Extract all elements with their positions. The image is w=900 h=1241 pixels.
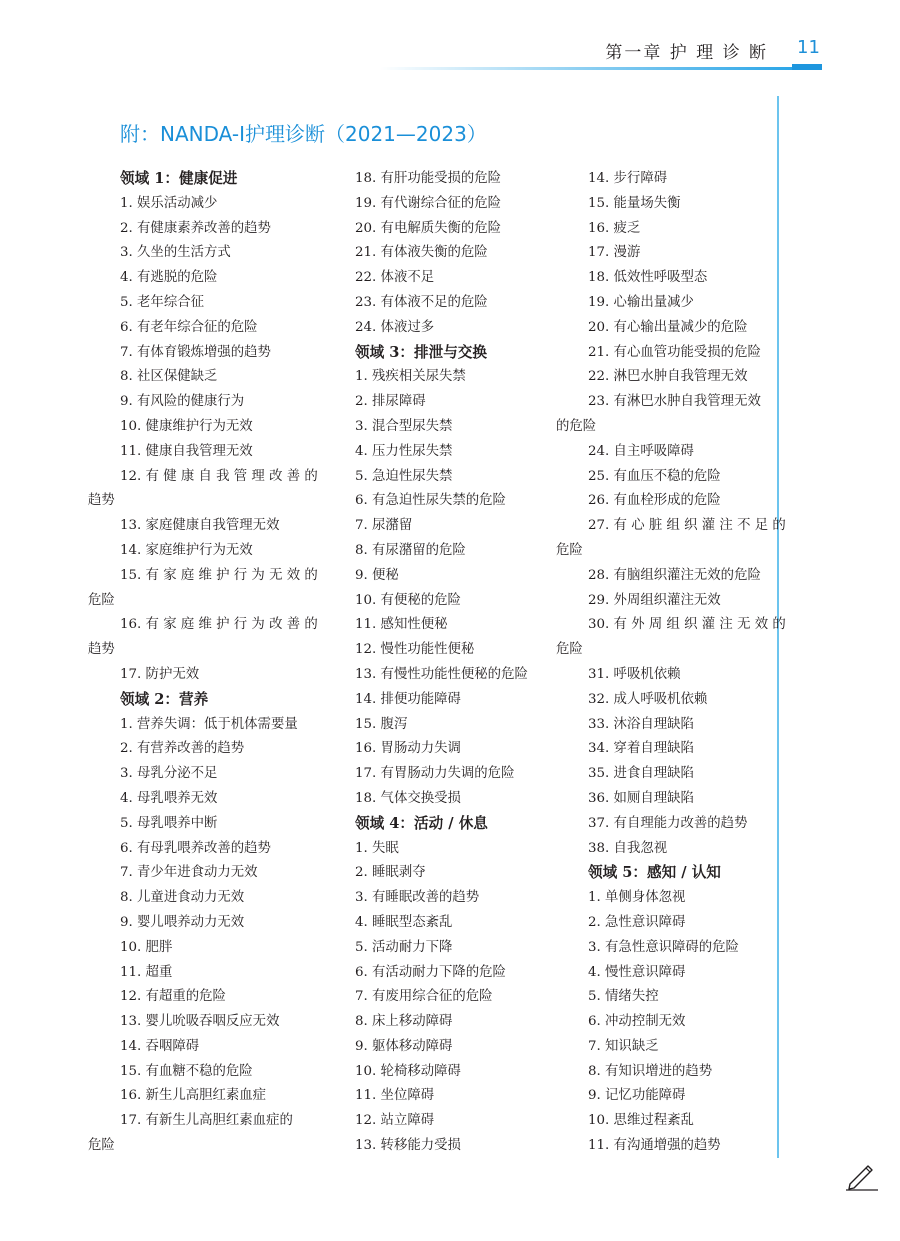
list-item: 2. 排尿障碍 (355, 394, 426, 410)
list-item: 7. 有废用综合征的危险 (355, 989, 493, 1005)
list-item: 15. 能量场失衡 (588, 195, 681, 211)
list-item: 10. 有便秘的危险 (355, 592, 461, 608)
list-item: 7. 青少年进食动力无效 (120, 865, 258, 881)
list-item-continuation: 趋势 (88, 642, 115, 658)
domain-heading: 领域 2：营养 (120, 690, 209, 708)
list-item: 17. 有新生儿高胆红素血症的 (120, 1113, 293, 1129)
list-item: 23. 有淋巴水肿自我管理无效 (588, 394, 761, 410)
list-item: 30. 有 外 周 组 织 灌 注 无 效 的 (588, 617, 786, 633)
list-item: 5. 情绪失控 (588, 989, 659, 1005)
list-item: 22. 淋巴水肿自我管理无效 (588, 369, 748, 385)
list-item: 17. 防护无效 (120, 666, 200, 682)
list-item: 13. 有慢性功能性便秘的危险 (355, 666, 528, 682)
list-item: 12. 有超重的危险 (120, 989, 226, 1005)
list-item: 5. 老年综合征 (120, 294, 204, 310)
list-item: 8. 有尿潴留的危险 (355, 542, 466, 558)
list-item: 13. 婴儿吮吸吞咽反应无效 (120, 1014, 280, 1030)
header-rule-accent (792, 64, 822, 70)
list-item: 27. 有 心 脏 组 织 灌 注 不 足 的 (588, 518, 786, 534)
list-item: 1. 营养失调：低于机体需要量 (120, 716, 298, 732)
list-item: 20. 有心输出量减少的危险 (588, 319, 748, 335)
list-item: 24. 自主呼吸障碍 (588, 443, 694, 459)
list-item: 17. 有胃肠动力失调的危险 (355, 766, 515, 782)
list-item: 15. 腹泻 (355, 716, 408, 732)
list-item: 13. 家庭健康自我管理无效 (120, 518, 280, 534)
list-item: 3. 混合型尿失禁 (355, 418, 453, 434)
list-item: 33. 沐浴自理缺陷 (588, 716, 694, 732)
list-item-continuation: 危险 (88, 592, 115, 608)
list-item: 15. 有 家 庭 维 护 行 为 无 效 的 (120, 567, 318, 583)
list-item: 11. 健康自我管理无效 (120, 443, 253, 459)
list-item: 38. 自我忽视 (588, 840, 668, 856)
column-1 (88, 167, 318, 1159)
column-2 (355, 167, 543, 1159)
list-item: 6. 有急迫性尿失禁的危险 (355, 493, 506, 509)
list-item: 21. 有心血管功能受损的危险 (588, 344, 761, 360)
list-item: 8. 床上移动障碍 (355, 1014, 453, 1030)
list-item: 34. 穿着自理缺陷 (588, 741, 694, 757)
pen-icon (844, 1162, 880, 1192)
list-item: 3. 有睡眠改善的趋势 (355, 890, 480, 906)
list-item: 1. 残疾相关尿失禁 (355, 369, 466, 385)
list-item: 37. 有自理能力改善的趋势 (588, 815, 748, 831)
list-item: 8. 社区保健缺乏 (120, 369, 218, 385)
list-item: 1. 单侧身体忽视 (588, 890, 686, 906)
domain-heading: 领域 1：健康促进 (120, 170, 238, 187)
list-item: 1. 娱乐活动减少 (120, 195, 218, 211)
list-item: 4. 有逃脱的危险 (120, 270, 218, 286)
list-item: 13. 转移能力受损 (355, 1138, 461, 1154)
list-item: 2. 有营养改善的趋势 (120, 741, 245, 757)
domain-heading: 领域 3：排泄与交换 (355, 343, 487, 361)
list-item: 15. 有血糖不稳的危险 (120, 1063, 253, 1079)
list-item: 11. 超重 (120, 964, 173, 980)
list-item: 8. 儿童进食动力无效 (120, 890, 245, 906)
list-item: 14. 家庭维护行为无效 (120, 542, 253, 558)
list-item: 12. 站立障碍 (355, 1113, 435, 1129)
list-item: 16. 新生儿高胆红素血症 (120, 1088, 267, 1104)
list-item: 14. 排便功能障碍 (355, 691, 461, 707)
list-item: 24. 体液过多 (355, 319, 435, 335)
list-item: 26. 有血栓形成的危险 (588, 493, 721, 509)
list-item: 11. 有沟通增强的趋势 (588, 1138, 721, 1154)
list-item: 36. 如厕自理缺陷 (588, 790, 694, 806)
list-item: 4. 睡眠型态紊乱 (355, 914, 453, 930)
list-item: 10. 健康维护行为无效 (120, 418, 253, 434)
list-item: 6. 有老年综合征的危险 (120, 319, 258, 335)
list-item: 23. 有体液不足的危险 (355, 294, 488, 310)
list-item: 6. 有活动耐力下降的危险 (355, 964, 506, 980)
list-item: 10. 肥胖 (120, 939, 173, 955)
list-item-continuation: 危险 (88, 1138, 115, 1154)
list-item: 18. 低效性呼吸型态 (588, 270, 708, 286)
page-number: 11 (797, 37, 820, 58)
list-item: 18. 气体交换受损 (355, 790, 461, 806)
list-item: 9. 躯体移动障碍 (355, 1038, 453, 1054)
list-item: 20. 有电解质失衡的危险 (355, 220, 502, 236)
list-item: 12. 慢性功能性便秘 (355, 642, 475, 658)
list-item: 6. 冲动控制无效 (588, 1014, 686, 1030)
chapter-title: 第一章 护 理 诊 断 (605, 43, 768, 63)
list-item-continuation: 的危险 (556, 418, 597, 434)
list-item: 9. 婴儿喂养动力无效 (120, 914, 245, 930)
list-item: 5. 活动耐力下降 (355, 939, 453, 955)
header-rule (380, 67, 822, 70)
list-item: 4. 压力性尿失禁 (355, 443, 453, 459)
list-item: 5. 母乳喂养中断 (120, 815, 218, 831)
list-item: 22. 体液不足 (355, 270, 435, 286)
list-item: 14. 吞咽障碍 (120, 1038, 200, 1054)
list-item: 8. 有知识增进的趋势 (588, 1063, 713, 1079)
list-item: 11. 感知性便秘 (355, 617, 448, 633)
list-item: 2. 急性意识障碍 (588, 914, 686, 930)
list-item: 3. 母乳分泌不足 (120, 766, 218, 782)
list-item: 12. 有 健 康 自 我 管 理 改 善 的 (120, 468, 318, 484)
list-item: 6. 有母乳喂养改善的趋势 (120, 840, 271, 856)
appendix-title: 附：NANDA-I护理诊断（2021—2023） (120, 122, 487, 146)
list-item-continuation: 危险 (556, 542, 583, 558)
list-item: 16. 有 家 庭 维 护 行 为 改 善 的 (120, 617, 318, 633)
list-item: 18. 有肝功能受损的危险 (355, 171, 502, 186)
list-item: 29. 外周组织灌注无效 (588, 592, 721, 608)
list-item: 14. 步行障碍 (588, 171, 668, 186)
list-item: 7. 有体育锻炼增强的趋势 (120, 344, 271, 360)
domain-heading: 领域 5：感知 / 认知 (588, 864, 721, 882)
list-item: 5. 急迫性尿失禁 (355, 468, 453, 484)
list-item: 25. 有血压不稳的危险 (588, 468, 721, 484)
list-item-continuation: 趋势 (88, 493, 115, 509)
list-item: 7. 知识缺乏 (588, 1038, 659, 1054)
column-3 (556, 167, 786, 1159)
list-item: 17. 漫游 (588, 245, 641, 261)
list-item: 2. 有健康素养改善的趋势 (120, 220, 271, 236)
list-item: 19. 有代谢综合征的危险 (355, 195, 502, 211)
list-item: 10. 思维过程紊乱 (588, 1113, 694, 1129)
list-item: 21. 有体液失衡的危险 (355, 245, 488, 261)
list-item: 9. 有风险的健康行为 (120, 394, 245, 410)
list-item: 3. 久坐的生活方式 (120, 245, 231, 261)
list-item: 28. 有脑组织灌注无效的危险 (588, 567, 761, 583)
list-item: 16. 胃肠动力失调 (355, 741, 461, 757)
list-item: 9. 便秘 (355, 567, 399, 583)
list-item: 4. 母乳喂养无效 (120, 790, 218, 806)
list-item-continuation: 危险 (556, 642, 583, 658)
list-item: 16. 疲乏 (588, 220, 641, 236)
list-item: 4. 慢性意识障碍 (588, 964, 686, 980)
list-item: 19. 心输出量减少 (588, 294, 694, 310)
list-item: 31. 呼吸机依赖 (588, 666, 681, 682)
domain-heading: 领域 4：活动 / 休息 (355, 814, 488, 832)
list-item: 2. 睡眠剥夺 (355, 865, 426, 881)
list-item: 35. 进食自理缺陷 (588, 766, 694, 782)
list-item: 10. 轮椅移动障碍 (355, 1063, 461, 1079)
list-item: 1. 失眠 (355, 840, 399, 856)
list-item: 9. 记忆功能障碍 (588, 1088, 686, 1104)
list-item: 11. 坐位障碍 (355, 1088, 435, 1104)
list-item: 32. 成人呼吸机依赖 (588, 691, 708, 707)
list-item: 7. 尿潴留 (355, 518, 413, 534)
list-item: 3. 有急性意识障碍的危险 (588, 939, 739, 955)
